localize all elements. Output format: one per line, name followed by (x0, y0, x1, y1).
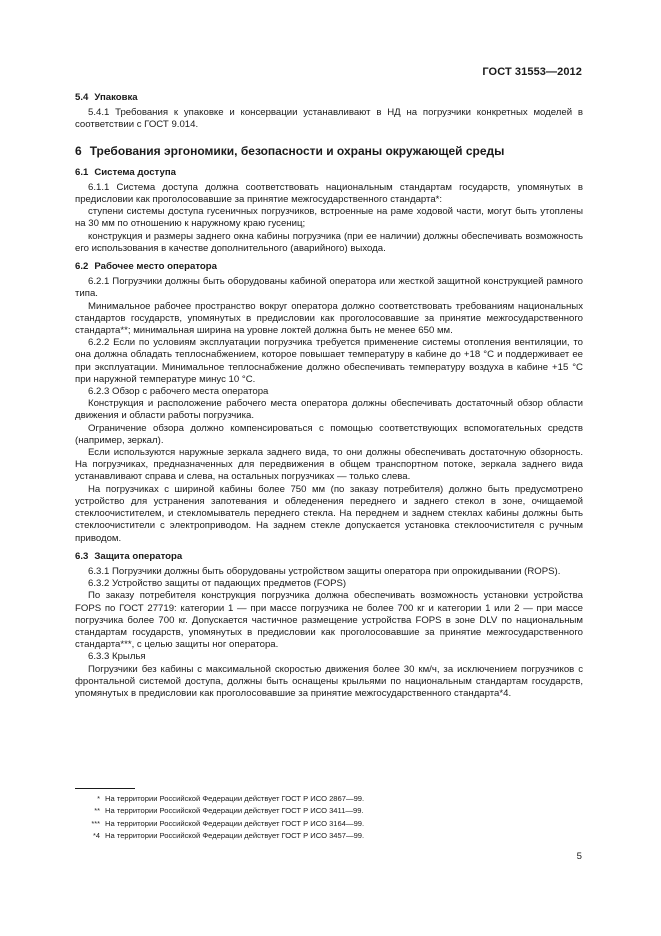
page-number: 5 (576, 851, 582, 862)
section-heading-6-3 (75, 551, 583, 563)
section-heading-6-1 (75, 167, 583, 179)
section-title: Защита оператора (94, 550, 183, 562)
paragraph-6-2-3-d: На погрузчиках с шириной кабины более 750 мм (по заказу потребителя) должно быть предусмотрено устройство для устранения запотевания и обледенения переднего и заднего стекол в зоне, очищаемой стеклоочистителем, и стекломыватель переднего стекла. На переднем и заднем стеклах кабины должны быть стеклоочистители с электроприводом. На заднем стекле допускается установка стеклоочистителя с ручным приводом. (75, 483, 583, 544)
footnote (75, 830, 583, 842)
footnote-divider (75, 788, 135, 789)
paragraph-6-2-3: 6.2.3 Обзор с рабочего места оператора (88, 386, 269, 398)
page-body (75, 92, 583, 700)
section-title: Система доступа (94, 166, 176, 178)
section-title: Упаковка (94, 92, 138, 103)
footnote-text: На территории Российской Федерации действует ГОСТ Р ИСО 3411—99. (105, 806, 364, 816)
paragraph-6-2-3-c: Если используются наружные зеркала заднего вида, то они должны обеспечивать достаточную обзорность. На погрузчиках, предназначенных для передвижения в общем транспортном потоке, зеркала заднего вида устанавливают справа и слева, на остальных погрузчиках — только слева. (75, 447, 583, 483)
section-number: 6.1 (75, 166, 89, 178)
paragraph-6-2-2: 6.2.2 Если по условиям эксплуатации погрузчика требуется применение системы отопления вентиляции, то она должна обладать теплоснабжением, которое повышает температуру в кабине до +18 °С и поддерживает ее при эксплуатации. Минимальное теплоснабжение должно обеспечивать температуру воздуха в кабине +15 °С при наружной температуре минус 10 °С. (75, 337, 583, 385)
standard-header: ГОСТ 31553—2012 (482, 66, 582, 78)
footnotes (75, 793, 583, 843)
paragraph-6-1-1: 6.1.1 Система доступа должна соответствовать национальным стандартам государств, упомянутых в предисловии как проголосовавшие за принятие межгосударственного стандарта*: (75, 181, 583, 206)
paragraph-6-2-1: 6.2.1 Погрузчики должны быть оборудованы кабиной оператора или жесткой защитной конструкцией рамного типа. (75, 276, 583, 300)
section-title: Рабочее место оператора (94, 261, 217, 273)
footnote-mark: *** (91, 818, 100, 828)
footnote-text: На территории Российской Федерации действует ГОСТ Р ИСО 3164—99. (105, 818, 365, 828)
section-number: 5.4 (75, 92, 89, 103)
footnote-text: На территории Российской Федерации действует ГОСТ Р ИСО 2867—99. (105, 794, 365, 803)
paragraph-6-1-1-b: конструкция и размеры заднего окна кабины погрузчика (при ее наличии) должны обеспечивать возможность его использования в качестве дополнительного (аварийного) выхода. (75, 230, 583, 254)
paragraph-6-3-2: 6.3.2 Устройство защиты от падающих предметов (FOPS) (88, 578, 347, 590)
chapter-heading-6 (75, 144, 583, 159)
footnote-mark: *4 (93, 831, 100, 841)
footnote-mark: ** (94, 806, 100, 816)
section-heading-5-4 (75, 92, 583, 104)
paragraph-6-3-3: 6.3.3 Крылья (88, 651, 146, 663)
paragraph-5-4-1: 5.4.1 Требования к упаковке и консервации устанавливают в НД на погрузчики конкретных моделей в соответствии с ГОСТ 9.014. (75, 107, 583, 131)
footnote-mark: * (97, 794, 100, 803)
chapter-title: Требования эргономики, безопасности и охраны окружающей среды (89, 143, 505, 158)
paragraph-6-2-3-a: Конструкция и расположение рабочего места оператора должны обеспечивать достаточный обзор области движения и области работы погрузчика. (75, 398, 583, 422)
paragraph-6-3-2-a: По заказу потребителя конструкция погрузчика должна обеспечивать возможность установки устройства FOPS по ГОСТ 27719: категории 1 — при массе погрузчика не более 700 кг и категории 1 или 2 — при массе погрузчика более 700 кг. Допускается частичное размещение устройства FOPS в зоне DLV по национальным стандартам государств, упомянутых в предисловии как проголосовавшие за принятие межгосударственного стандарта***, с целью защиты ног оператора. (75, 590, 583, 651)
chapter-number: 6 (75, 143, 82, 158)
section-number: 6.3 (75, 550, 89, 562)
footnote (75, 805, 583, 817)
paragraph-6-3-3-a: Погрузчики без кабины с максимальной скоростью движения более 30 км/ч, за исключением погрузчиков с фронтальной системой доступа, должны быть оснащены крыльями по национальным стандартам государств, упомянутых в предисловии как проголосовавшие за принятие межгосударственного стандарта*4. (75, 663, 583, 699)
paragraph-6-2-1-b: Минимальное рабочее пространство вокруг оператора должно соответствовать требованиям национальных стандартов государств, упомянутых в предисловии как проголосовавшие за принятие межгосударственного стандарта**; минимальная ширина на уровне локтей должна быть не менее 650 мм. (75, 300, 583, 337)
section-heading-6-2 (75, 261, 583, 273)
footnote (75, 793, 583, 805)
paragraph-6-1-1-a: ступени системы доступа гусеничных погрузчиков, встроенные на раме ходовой части, могут быть утоплены на 30 мм по отношению к наружному краю гусениц; (75, 206, 583, 230)
paragraph-6-2-3-b: Ограничение обзора должно компенсироваться с помощью соответствующих вспомогательных средств (например, зеркал). (75, 422, 583, 446)
section-number: 6.2 (75, 261, 89, 273)
footnote-text: На территории Российской Федерации действует ГОСТ Р ИСО 3457—99. (105, 831, 365, 841)
footnote (75, 818, 583, 830)
paragraph-6-3-1: 6.3.1 Погрузчики должны быть оборудованы устройством защиты оператора при опрокидывании (ROPS). (88, 565, 561, 577)
